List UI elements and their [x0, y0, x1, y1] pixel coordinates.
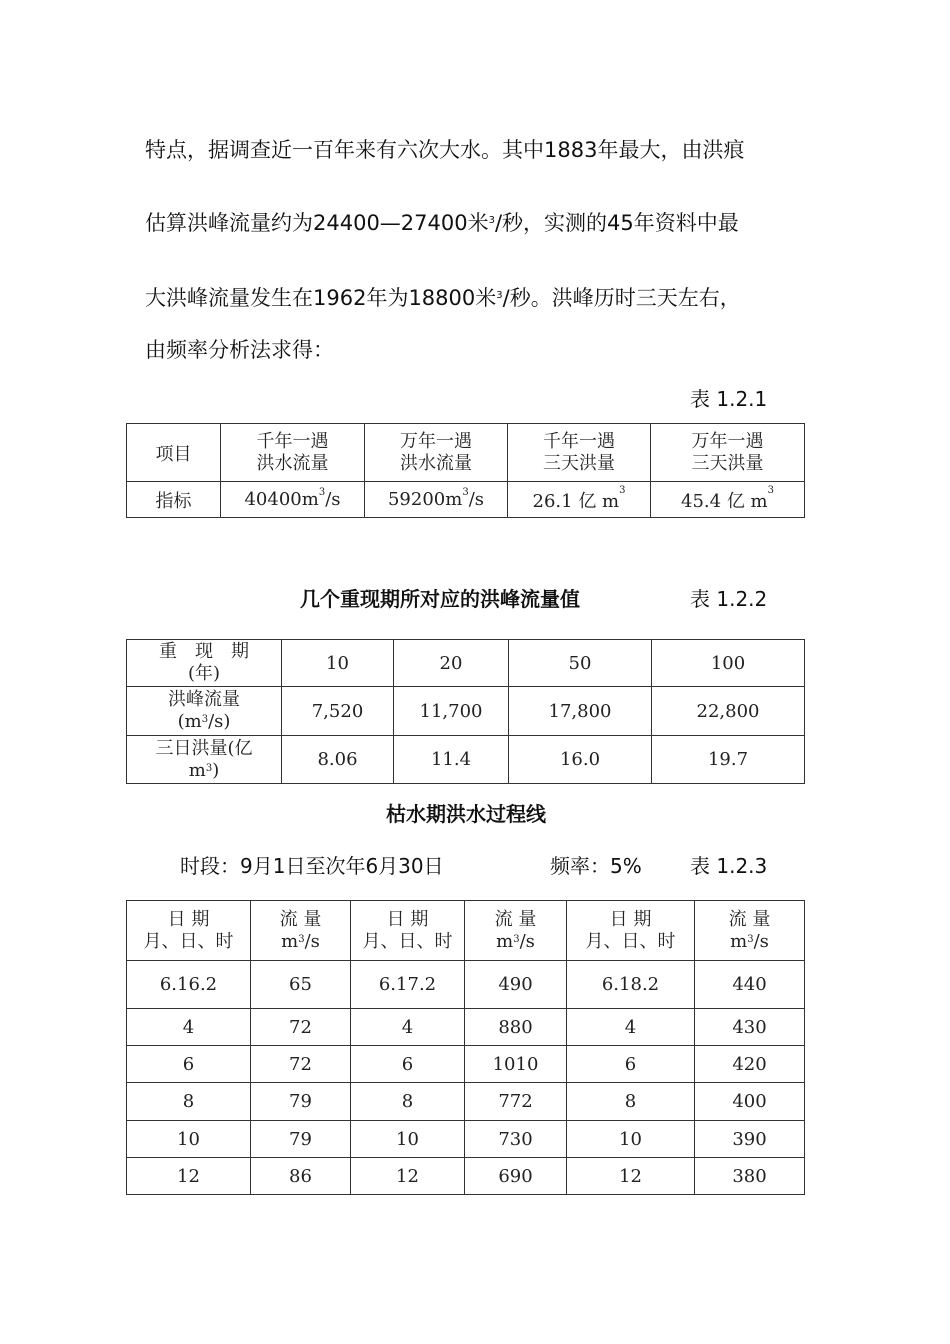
header-line: 万年一遇: [691, 430, 764, 452]
table-1-label: 表 1.2.1: [690, 387, 768, 411]
unit-text: m: [188, 759, 206, 781]
unit-text: m: [730, 930, 748, 952]
superscript-3: 3: [747, 933, 754, 945]
table-cell: [127, 687, 282, 736]
table-row: [127, 640, 805, 687]
table-3-period: 时段：9月1日至次年6月30日: [180, 854, 444, 878]
table-cell: [221, 482, 365, 518]
table-cell: 8: [127, 1083, 251, 1121]
table-cell: 8: [567, 1083, 695, 1121]
table-cell: 72: [251, 1009, 351, 1046]
table-cell: [127, 640, 282, 687]
header-line: [465, 931, 566, 953]
header-line: [251, 931, 350, 953]
table-cell: 12: [567, 1158, 695, 1195]
table-1-2-1: [126, 423, 805, 518]
header-item: 项目: [155, 443, 192, 465]
table-row: [127, 1009, 805, 1046]
row-label: 重 现 期: [159, 641, 249, 662]
table-cell: 65: [251, 961, 351, 1009]
table-2-label: 表 1.2.2: [690, 587, 768, 611]
table-row: [127, 1046, 805, 1083]
table-cell: 490: [465, 961, 567, 1009]
table-cell: 7,520: [282, 687, 394, 736]
table-cell: 10: [567, 1121, 695, 1158]
table-cell: [127, 736, 282, 784]
paragraph-line-3-end: /秒。洪峰历时三天左右，: [502, 286, 741, 310]
cell-unit: /s: [468, 489, 485, 510]
superscript-3: 3: [513, 933, 520, 945]
table-row: [127, 687, 805, 736]
table-cell: 19.7: [652, 736, 805, 784]
superscript-3: 3: [488, 215, 495, 226]
table-1-2-2: [126, 639, 805, 784]
header-line: 日 期: [386, 908, 429, 930]
header-cell: [127, 424, 221, 482]
table-3-title: 枯水期洪水过程线: [386, 802, 546, 826]
table-cell: 8: [351, 1083, 465, 1121]
header-cell-flow: [251, 901, 351, 961]
cell-value: 59200m: [387, 489, 463, 510]
table-cell: 380: [695, 1158, 805, 1195]
row-label-unit: (年): [187, 663, 221, 684]
header-line: 流 量: [728, 908, 771, 930]
table-cell: 400: [695, 1083, 805, 1121]
table-cell: 79: [251, 1083, 351, 1121]
table-cell: [365, 482, 508, 518]
table-cell: 100: [652, 640, 805, 687]
table-row: [127, 1158, 805, 1195]
superscript-3: 3: [205, 762, 213, 774]
table-row: [127, 1083, 805, 1121]
cell-value: 45.4 亿 m: [681, 490, 768, 512]
row-label: 指标: [155, 490, 192, 512]
unit-text: m: [281, 930, 299, 952]
table-row: [127, 1121, 805, 1158]
table-header-row: [127, 424, 805, 482]
table-cell: [127, 482, 221, 518]
unit-text: (m: [177, 711, 202, 732]
table-cell: 11,700: [394, 687, 509, 736]
row-label: 三日洪量(亿: [155, 737, 253, 759]
table-cell: 10: [127, 1121, 251, 1158]
header-line: 月、日、时: [585, 930, 676, 952]
table-cell: 730: [465, 1121, 567, 1158]
cell-value: 40400m: [244, 489, 319, 510]
table-cell: 22,800: [652, 687, 805, 736]
table-cell: 50: [509, 640, 652, 687]
header-cell-date: [127, 901, 251, 961]
table-row: [127, 482, 805, 518]
paragraph-line-2-start: 估算洪峰流量约为24400—27400米: [145, 211, 489, 235]
superscript-3: 3: [619, 484, 626, 496]
header-cell: [365, 424, 508, 482]
table-cell: 16.0: [509, 736, 652, 784]
paragraph-line-2: [145, 208, 739, 238]
table-3-label: 表 1.2.3: [690, 854, 768, 878]
header-line: 三天洪量: [543, 452, 615, 474]
header-line: 流 量: [279, 908, 322, 930]
table-cell: 17,800: [509, 687, 652, 736]
row-label-unit: [127, 760, 281, 782]
table-cell: 11.4: [394, 736, 509, 784]
table-3-frequency: 频率：5%: [550, 854, 642, 878]
cell-unit: /s: [325, 489, 341, 510]
paragraph-line-3: [145, 283, 741, 313]
row-label-unit: [127, 711, 281, 733]
header-cell-flow: [465, 901, 567, 961]
table-cell: 880: [465, 1009, 567, 1046]
table-cell: 12: [127, 1158, 251, 1195]
table-cell: 6.18.2: [567, 961, 695, 1009]
superscript-3: 3: [318, 487, 326, 498]
table-cell: 390: [695, 1121, 805, 1158]
table-cell: [508, 482, 651, 518]
table-row: [127, 736, 805, 784]
table-header-row: [127, 901, 805, 961]
header-cell-date: [351, 901, 465, 961]
header-line: 月、日、时: [143, 930, 234, 952]
cell-value: 26.1 亿 m: [532, 490, 620, 512]
table-cell: 6.17.2: [351, 961, 465, 1009]
table-cell: 4: [127, 1009, 251, 1046]
superscript-3: 3: [201, 714, 209, 725]
table-cell: 690: [465, 1158, 567, 1195]
header-line: 日 期: [167, 908, 210, 930]
paragraph-line-4: 由频率分析法求得：: [145, 338, 334, 362]
superscript-3: 3: [298, 933, 305, 945]
table-cell: [651, 482, 805, 518]
table-cell: 10: [351, 1121, 465, 1158]
table-cell: 4: [351, 1009, 465, 1046]
header-cell: [221, 424, 365, 482]
unit-text: /s: [753, 930, 769, 952]
table-cell: 430: [695, 1009, 805, 1046]
header-cell: [508, 424, 651, 482]
header-line: 日 期: [609, 908, 652, 930]
table-1-2-3: [126, 900, 805, 1195]
table-cell: 86: [251, 1158, 351, 1195]
header-line: 流 量: [494, 908, 537, 930]
paragraph-line-2-end: /秒，实测的45年资料中最: [494, 211, 739, 235]
table-cell: 20: [394, 640, 509, 687]
unit-text: m: [496, 930, 514, 952]
paragraph-line-1: 特点，据调查近一百年来有六次大水。其中1883年最大，由洪痕: [145, 138, 745, 162]
unit-text: ): [212, 759, 220, 781]
table-cell: 420: [695, 1046, 805, 1083]
table-row: [127, 961, 805, 1009]
table-cell: 1010: [465, 1046, 567, 1083]
header-cell: [651, 424, 805, 482]
superscript-3: 3: [462, 487, 469, 498]
table-cell: 72: [251, 1046, 351, 1083]
unit-text: /s): [208, 711, 231, 732]
table-cell: 6.16.2: [127, 961, 251, 1009]
header-cell-flow: [695, 901, 805, 961]
row-label: 洪峰流量: [168, 689, 240, 710]
table-cell: 6: [127, 1046, 251, 1083]
unit-text: /s: [519, 930, 535, 952]
header-line: [695, 931, 804, 953]
header-cell-date: [567, 901, 695, 961]
table-cell: 79: [251, 1121, 351, 1158]
header-line: 万年一遇: [400, 430, 472, 452]
header-line: 洪水流量: [400, 452, 472, 474]
header-line: 千年一遇: [543, 430, 615, 452]
superscript-3: 3: [496, 290, 503, 301]
table-cell: 772: [465, 1083, 567, 1121]
superscript-3: 3: [767, 484, 774, 496]
header-line: 三天洪量: [691, 452, 764, 474]
table-cell: 12: [351, 1158, 465, 1195]
unit-text: /s: [304, 930, 320, 952]
table-cell: 10: [282, 640, 394, 687]
table-cell: 6: [567, 1046, 695, 1083]
table-cell: 4: [567, 1009, 695, 1046]
table-cell: 440: [695, 961, 805, 1009]
header-line: 洪水流量: [256, 452, 329, 474]
table-2-title: 几个重现期所对应的洪峰流量值: [300, 587, 580, 611]
header-line: 千年一遇: [256, 430, 329, 452]
paragraph-line-3-start: 大洪峰流量发生在1962年为18800米: [145, 286, 497, 310]
table-cell: 8.06: [282, 736, 394, 784]
header-line: 月、日、时: [362, 930, 453, 952]
table-cell: 6: [351, 1046, 465, 1083]
